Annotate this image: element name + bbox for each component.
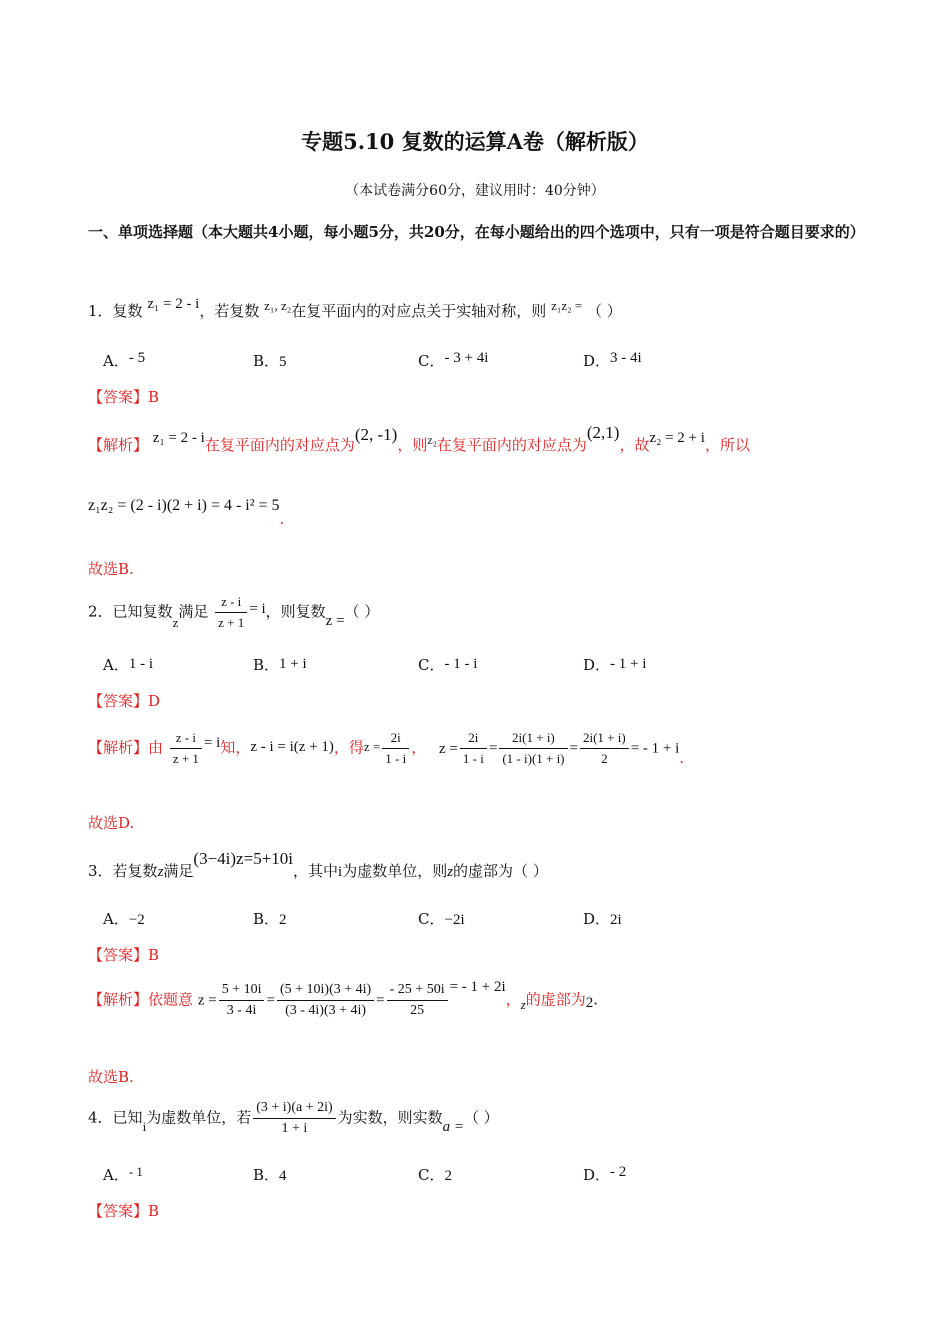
option-d: D．- 2 xyxy=(583,1164,627,1184)
option-c: C．2 xyxy=(418,1166,452,1184)
question-1 xyxy=(88,296,622,321)
question-text: 在复平面内的对应点关于实轴对称，则 xyxy=(291,302,547,320)
option-c: C．- 1 - i xyxy=(418,656,478,674)
option-d: D．3 - 4i xyxy=(583,350,642,370)
answer-line: 【答案】B xyxy=(88,1202,160,1220)
option-b: B．2 xyxy=(253,910,287,928)
analysis-line: 【解析】 z₁ = 2 - i在复平面内的对应点为(2, -1)，则$^{z_2}$在复平面内的对应点为(2,1)，故z₂ = 2 + i，所以 xyxy=(88,423,750,454)
option-d: D．- 1 + i xyxy=(583,656,647,674)
answer-paren: （ ） xyxy=(587,302,622,320)
conclusion: 故选D. xyxy=(88,814,135,832)
question-3: 3．若复数z满足(3−4i)z=5+10i，其中i为虚数单位，则z的虚部为（ ） xyxy=(88,849,548,880)
math-expression: z₁ = 2 - i xyxy=(147,296,200,312)
page-title: 专题5.10 复数的运算A卷（解析版） xyxy=(301,129,649,154)
answer-line: 【答案】B xyxy=(88,946,160,964)
option-a: A．- 5 xyxy=(103,350,146,370)
analysis-line-2: z₁z₂ = (2 - i)(2 + i) = 4 - i² = 5. xyxy=(88,497,285,528)
question-4: 4．已知i为虚数单位，若 $\frac{(3 + i)(a + 2i)}{1 + i}$ 为实数，则实数a =（ ） xyxy=(88,1100,499,1136)
question-2: 2．已知复数z满足 $\frac{z - i}{z + 1}$ = i，则复数z =（ ） xyxy=(88,594,380,630)
option-c: C．- 3 + 4i xyxy=(418,350,489,370)
answer-line: 【答案】B xyxy=(88,388,160,406)
analysis-line: 【解析】由 $\frac{z - i}{z + 1}$ = i知，z - i = i(z + 1)，得z = $\frac{2i}{1 - i}$ ， z = $\frac{2i}{1 - i}$ = $\frac{2i(1 + i)}{(1 - i)(1 + i)}$ = $\frac{2i(1 + i)}{2}$ = - 1 + i. xyxy=(88,730,685,767)
conclusion: 故选B. xyxy=(88,560,134,578)
page-subtitle: （本试卷满分60分，建议用时：40分钟） xyxy=(345,183,605,199)
question-text: 复数 xyxy=(112,302,143,320)
analysis-line: 【解析】依题意 z = $\frac{5 + 10i}{3 - 4i}$ = $\frac{(5 + 10i)(3 + 4i)}{(3 - 4i)(3 + 4i)}$ = $\frac{- 25 + 50i}{25}$ = - 1 + 2i，z的虚部为2. xyxy=(88,978,599,1018)
math-expression: z₁, z₂ xyxy=(264,298,292,313)
option-b: B．5 xyxy=(253,352,287,370)
option-a: A．−2 xyxy=(103,910,145,928)
option-b: B．1 + i xyxy=(253,656,307,674)
option-a: A．1 - i xyxy=(103,656,154,674)
answer-line: 【答案】D xyxy=(88,692,161,710)
option-b: B．4 xyxy=(253,1166,287,1184)
math-expression: z₁z₂ = xyxy=(551,298,583,313)
option-d: D．2i xyxy=(583,910,622,928)
question-text: ，若复数 xyxy=(199,302,260,320)
conclusion: 故选B. xyxy=(88,1068,134,1086)
option-a: A．- 1 xyxy=(103,1164,143,1184)
section-heading: 一、单项选择题（本大题共4小题，每小题5分，共20分，在每小题给出的四个选项中，只有一项是符合题目要求的） xyxy=(88,223,865,241)
option-c: C．−2i xyxy=(418,910,465,928)
question-number: 1． xyxy=(88,302,113,320)
